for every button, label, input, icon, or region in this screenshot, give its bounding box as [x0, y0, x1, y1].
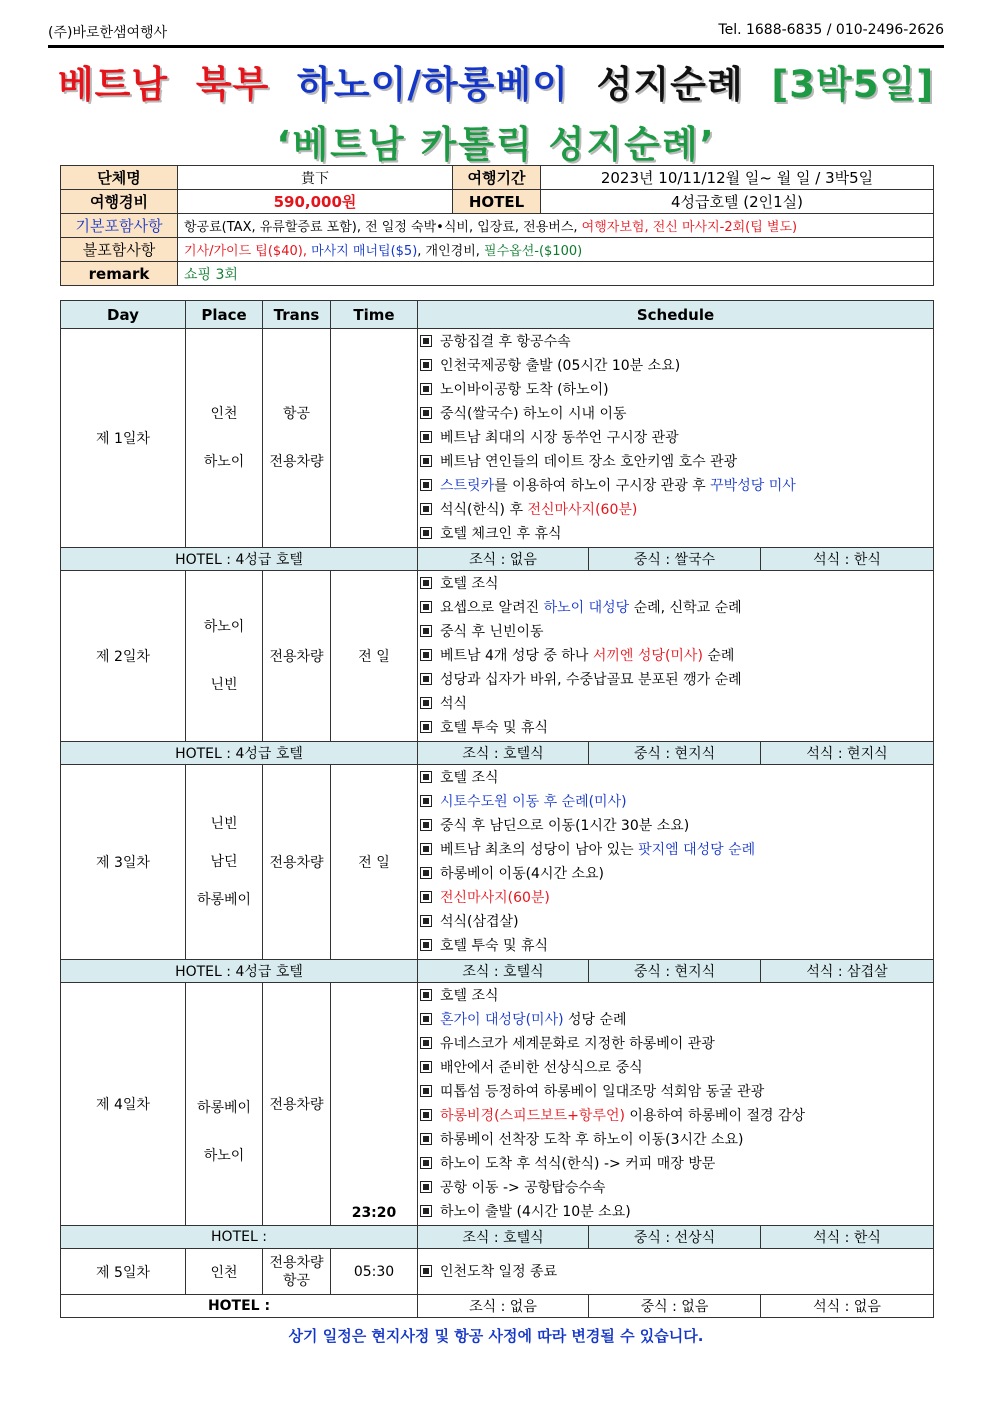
schedule-item [420, 426, 933, 450]
cost-label: 여행경비 [61, 190, 178, 214]
schedule-table [60, 300, 934, 1318]
col-header-time: Time [331, 301, 418, 329]
day-label: 제 1일차 [61, 329, 186, 548]
cost-value: 590,000원 [178, 190, 453, 214]
item-text: 하롱베이 선착장 도착 후 하노이 이동(3시간 소요) [440, 1132, 744, 1148]
col-header-place: Place [186, 301, 263, 329]
schedule-items [418, 983, 934, 1226]
checkbox-icon [420, 1037, 432, 1049]
remark-label: remark [61, 262, 178, 286]
schedule-items [418, 329, 934, 548]
item-text: 배안에서 준비한 선상식으로 중식 [440, 1060, 643, 1076]
item-text: 전신마사지(60분) [527, 502, 638, 518]
schedule-items [418, 571, 934, 742]
dinner: 석식 : 한식 [761, 548, 934, 571]
group-label: 단체명 [61, 166, 178, 190]
title-part: 베트남 [57, 63, 169, 106]
checkbox-icon [420, 503, 432, 515]
meal-row [61, 742, 934, 765]
schedule-item [420, 1128, 933, 1152]
item-text: 이용하여 하롱베이 절경 감상 [624, 1108, 806, 1124]
included-text: 항공료(TAX, 유류할증료 포함), 전 일정 숙박•식비, 입장료, 전용버스, [184, 220, 582, 235]
schedule-item [420, 984, 933, 1008]
schedule-item [420, 1080, 933, 1104]
place: 하롱베이 [196, 1100, 252, 1116]
schedule-item [420, 522, 933, 546]
place: 하노이 [203, 454, 245, 470]
checkbox-icon [420, 431, 432, 443]
item-text: 하노이 도착 후 석식(한식) -> 커피 매장 방문 [440, 1156, 716, 1172]
checkbox-icon [420, 891, 432, 903]
hotel-info: HOTEL : 4성급 호텔 [61, 742, 418, 765]
checkbox-icon [420, 1265, 432, 1277]
item-text: 호텔 투숙 및 휴식 [440, 720, 549, 736]
checkbox-icon [420, 1013, 432, 1025]
item-text: 시토수도원 이동 후 순례(미사) [440, 794, 627, 810]
checkbox-icon [420, 915, 432, 927]
checkbox-icon [420, 721, 432, 733]
schedule-item [420, 330, 933, 354]
schedule-item [420, 910, 933, 934]
item-text: 베트남 연인들의 데이트 장소 호안키엠 호수 관광 [440, 454, 738, 470]
schedule-item [420, 1152, 933, 1176]
item-text: 중식(쌀국수) 하노이 시내 이동 [440, 406, 627, 422]
schedule-items [418, 765, 934, 960]
schedule-item [420, 1032, 933, 1056]
breakfast: 조식 : 호텔식 [418, 960, 589, 983]
time-cell: 05:30 [331, 1249, 418, 1295]
schedule-item [420, 934, 933, 958]
place-cell [186, 765, 263, 960]
checkbox-icon [420, 795, 432, 807]
trans-cell: 전용차량 [263, 983, 331, 1226]
item-text: 호텔 조식 [440, 576, 499, 592]
main-title [0, 54, 992, 108]
schedule-item [420, 474, 933, 498]
title-part: [3박5일] [771, 63, 935, 106]
lunch: 중식 : 현지식 [589, 742, 761, 765]
place: 인천 [210, 406, 238, 422]
checkbox-icon [420, 819, 432, 831]
schedule-item [420, 1056, 933, 1080]
item-text: 하롱비경(스피드보트+항루언) [440, 1108, 625, 1124]
checkbox-icon [420, 359, 432, 371]
item-text: 공항 이동 -> 공항탑승수속 [440, 1180, 606, 1196]
header-rule [48, 45, 944, 48]
item-text: 성당과 십자가 바위, 수중납골묘 분포된 깽가 순례 [440, 672, 742, 688]
item-text: 혼가이 대성당(미사) [440, 1012, 564, 1028]
place-cell [186, 329, 263, 548]
schedule-item [420, 814, 933, 838]
day-row [61, 1249, 934, 1295]
schedule-item [420, 790, 933, 814]
checkbox-icon [420, 1157, 432, 1169]
day-row [61, 329, 934, 548]
item-text: 순례, 신학교 순례 [629, 600, 742, 616]
trans: 항공 [282, 1272, 311, 1289]
schedule-item [420, 1260, 933, 1284]
schedule-item [420, 1200, 933, 1224]
item-text: 중식 후 닌빈이동 [440, 624, 544, 640]
item-text: 성당 순례 [563, 1012, 627, 1028]
excluded-massage-tip: 마사지 매너팁($5) [311, 244, 418, 259]
day-label: 제 3일차 [61, 765, 186, 960]
excluded-label: 불포함사항 [61, 238, 178, 262]
item-text: 중식 후 남딘으로 이동(1시간 30분 소요) [440, 818, 690, 834]
schedule-item [420, 1008, 933, 1032]
item-text: 요셉으로 알려진 [440, 600, 544, 616]
schedule-item [420, 692, 933, 716]
item-text: 띠톱섬 등정하여 하롱베이 일대조망 석회암 동굴 관광 [440, 1084, 765, 1100]
dinner: 석식 : 없음 [761, 1295, 934, 1318]
item-text: 순례 [702, 648, 735, 664]
schedule-item [420, 450, 933, 474]
remark-value: 쇼핑 3회 [178, 262, 934, 286]
checkbox-icon [420, 335, 432, 347]
checkbox-icon [420, 383, 432, 395]
included-text-highlight: 여행자보험, 전신 마사지-2회(팁 별도) [581, 220, 798, 235]
lunch: 중식 : 쌀국수 [589, 548, 761, 571]
item-text: 전신마사지(60분) [440, 890, 550, 906]
hotel-info: HOTEL : 4성급 호텔 [61, 548, 418, 571]
checkbox-icon [420, 771, 432, 783]
time-cell: 전 일 [331, 765, 418, 960]
checkbox-icon [420, 989, 432, 1001]
meal-row [61, 1295, 934, 1318]
day-label: 제 4일차 [61, 983, 186, 1226]
checkbox-icon [420, 577, 432, 589]
company-name: (주)바로한샘여행사 [48, 25, 168, 41]
item-text: 공항집결 후 항공수속 [440, 334, 571, 350]
checkbox-icon [420, 1181, 432, 1193]
breakfast: 조식 : 호텔식 [418, 742, 589, 765]
checkbox-icon [420, 697, 432, 709]
lunch: 중식 : 없음 [589, 1295, 761, 1318]
excluded-option: 필수옵션-($100) [484, 244, 583, 259]
meal-row [61, 548, 934, 571]
trans: 항공 [282, 406, 311, 422]
schedule-item [420, 766, 933, 790]
schedule-item [420, 644, 933, 668]
checkbox-icon [420, 407, 432, 419]
schedule-item [420, 1176, 933, 1200]
day-label: 제 5일차 [61, 1249, 186, 1295]
checkbox-icon [420, 455, 432, 467]
time-cell: 23:20 [331, 983, 418, 1226]
trans-cell [263, 329, 331, 548]
place-cell [186, 983, 263, 1226]
schedule-header-row [61, 301, 934, 329]
day-row [61, 571, 934, 742]
checkbox-icon [420, 625, 432, 637]
schedule-item [420, 886, 933, 910]
dinner: 석식 : 한식 [761, 1226, 934, 1249]
footer-note: 상기 일정은 현지사정 및 항공 사정에 따라 변경될 수 있습니다. [288, 1327, 704, 1345]
schedule-item [420, 716, 933, 740]
item-text: 하노이 대성당 [543, 600, 630, 616]
checkbox-icon [420, 649, 432, 661]
trans: 전용차량 [269, 454, 324, 470]
schedule-item [420, 1104, 933, 1128]
excluded-value [178, 238, 934, 262]
day-row [61, 765, 934, 960]
info-table [60, 165, 934, 286]
trans-cell: 전용차량 [263, 571, 331, 742]
title-part: 북부 [195, 63, 270, 106]
item-text: 인천도착 일정 종료 [440, 1263, 558, 1280]
period-label: 여행기간 [453, 166, 541, 190]
place-cell [186, 571, 263, 742]
schedule-item [420, 620, 933, 644]
hotel-info: HOTEL : 4성급 호텔 [61, 960, 418, 983]
title-part: 성지순례 [596, 63, 744, 106]
item-text: 베트남 최대의 시장 동쑤언 구시장 관광 [440, 430, 679, 446]
breakfast: 조식 : 호텔식 [418, 1226, 589, 1249]
checkbox-icon [420, 1109, 432, 1121]
item-text: 하노이 출발 (4시간 10분 소요) [440, 1204, 631, 1220]
lunch: 중식 : 선상식 [589, 1226, 761, 1249]
checkbox-icon [420, 1061, 432, 1073]
dinner: 석식 : 삼겹살 [761, 960, 934, 983]
title-part: 하노이/하롱베이 [297, 63, 569, 106]
place: 하롱베이 [196, 892, 252, 908]
checkbox-icon [420, 479, 432, 491]
schedule-item [420, 402, 933, 426]
item-text: 호텔 투숙 및 휴식 [440, 938, 549, 954]
group-value: 貴下 [178, 166, 453, 190]
breakfast: 조식 : 없음 [418, 1295, 589, 1318]
place: 하노이 [203, 619, 245, 635]
hotel-value: 4성급호텔 (2인1실) [541, 190, 934, 214]
col-header-trans: Trans [263, 301, 331, 329]
day-label: 제 2일차 [61, 571, 186, 742]
schedule-item [420, 354, 933, 378]
excluded-text: , 개인경비, [417, 244, 485, 259]
item-text: 인천국제공항 출발 (05시간 10분 소요) [440, 358, 681, 374]
trans: 전용차량 [269, 1254, 324, 1271]
time-cell [331, 329, 418, 548]
col-header-day: Day [61, 301, 186, 329]
checkbox-icon [420, 527, 432, 539]
item-text: 베트남 최초의 성당이 남아 있는 [440, 842, 639, 858]
checkbox-icon [420, 1133, 432, 1145]
hotel-info: HOTEL : [61, 1295, 418, 1318]
checkbox-icon [420, 673, 432, 685]
page-header [48, 20, 944, 42]
checkbox-icon [420, 867, 432, 879]
hotel-info: HOTEL : [61, 1226, 418, 1249]
item-text: 호텔 체크인 후 휴식 [440, 526, 562, 542]
place: 남딘 [210, 854, 238, 870]
schedule-item [420, 668, 933, 692]
checkbox-icon [420, 1085, 432, 1097]
item-text: 를 이용하여 하노이 구시장 관광 후 [494, 478, 711, 494]
item-text: 서끼엔 성당(미사) [592, 648, 703, 664]
schedule-item [420, 596, 933, 620]
place-cell: 인천 [186, 1249, 263, 1295]
subtitle: ‘베트남 카톨릭 성지순례’ [276, 123, 716, 166]
trans-cell [263, 1249, 331, 1295]
col-header-schedule: Schedule [418, 301, 934, 329]
item-text: 스트릿카 [440, 478, 495, 494]
lunch: 중식 : 현지식 [589, 960, 761, 983]
item-text: 석식(삼겹살) [440, 914, 519, 930]
item-text: 호텔 조식 [440, 770, 499, 786]
checkbox-icon [420, 939, 432, 951]
place: 닌빈 [210, 677, 238, 693]
schedule-item [420, 572, 933, 596]
item-text: 베트남 4개 성당 중 하나 [440, 648, 593, 664]
included-label: 기본포함사항 [61, 214, 178, 238]
time-cell: 전 일 [331, 571, 418, 742]
breakfast: 조식 : 없음 [418, 548, 589, 571]
schedule-item [420, 838, 933, 862]
meal-row [61, 960, 934, 983]
day-row [61, 983, 934, 1226]
schedule-items [418, 1249, 934, 1295]
item-text: 팟지엠 대성당 순례 [638, 842, 756, 858]
item-text: 석식 [440, 696, 468, 712]
checkbox-icon [420, 601, 432, 613]
checkbox-icon [420, 1205, 432, 1217]
meal-row [61, 1226, 934, 1249]
item-text: 꾸박성당 미사 [710, 478, 796, 494]
included-value [178, 214, 934, 238]
place: 하노이 [203, 1148, 245, 1164]
excluded-tip: 기사/가이드 팁($40), [184, 244, 312, 259]
item-text: 호텔 조식 [440, 988, 499, 1004]
item-text: 유네스코가 세계문화로 지정한 하롱베이 관광 [440, 1036, 715, 1052]
item-text: 노이바이공항 도착 (하노이) [440, 382, 609, 398]
schedule-item [420, 378, 933, 402]
checkbox-icon [420, 843, 432, 855]
schedule-item [420, 498, 933, 522]
trans-cell: 전용차량 [263, 765, 331, 960]
hotel-label: HOTEL [453, 190, 541, 214]
contact-tel: Tel. 1688-6835 / 010-2496-2626 [718, 22, 944, 38]
item-text: 하롱베이 이동(4시간 소요) [440, 866, 604, 882]
schedule-item [420, 862, 933, 886]
item-text: 석식(한식) 후 [440, 502, 528, 518]
dinner: 석식 : 현지식 [761, 742, 934, 765]
place: 닌빈 [210, 816, 238, 832]
period-value: 2023년 10/11/12월 일~ 월 일 / 3박5일 [541, 166, 934, 190]
